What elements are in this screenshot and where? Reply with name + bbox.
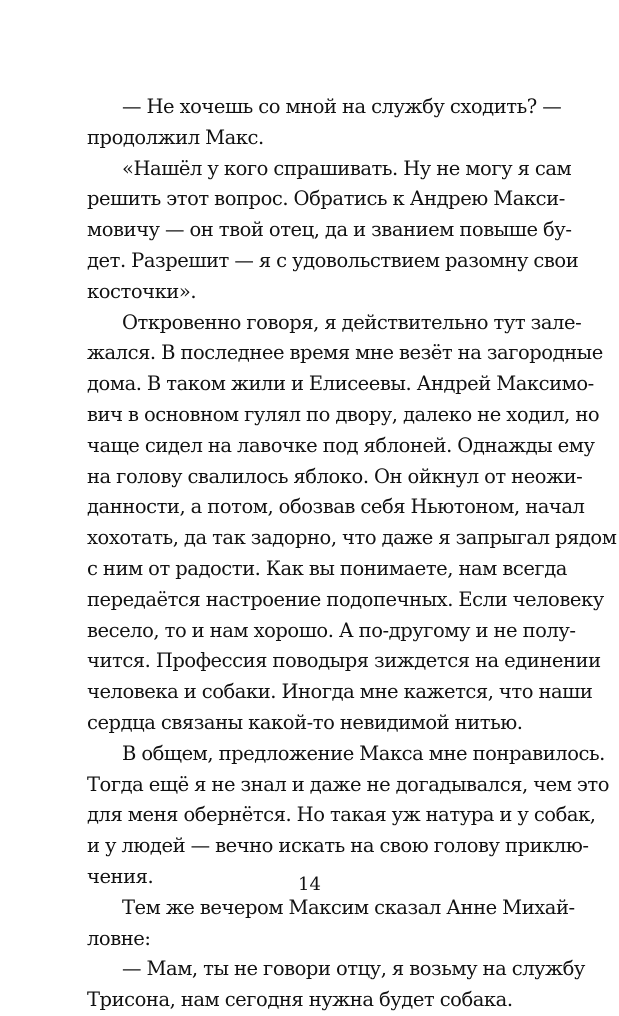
text-line: жался. В последнее время мне везёт на загородные	[87, 341, 603, 365]
text-line: дома. В таком жили и Елисеевы. Андрей Максимо-	[87, 372, 594, 396]
text-line: для меня обернётся. Но такая уж натура и у собак,	[87, 803, 596, 827]
text-line: чаще сидел на лавочке под яблоней. Однажды ему	[87, 433, 595, 457]
text-line: человека и собаки. Иногда мне кажется, что наши	[87, 680, 593, 704]
text-line: решить этот вопрос. Обратись к Андрею Макси-	[87, 187, 565, 211]
text-line: чится. Профессия поводыря зиждется на единении	[87, 649, 601, 673]
text-line: — Не хочешь со мной на службу сходить? —	[122, 95, 562, 118]
text-line: весело, то и нам хорошо. А по-другому и не полу-	[87, 618, 576, 642]
text-line: вич в основном гулял по двору, далеко не ходил, но	[87, 402, 600, 426]
text-line: мовичу — он твой отец, да и званием повыше бу-	[87, 218, 572, 242]
text-line: с ним от радости. Как вы понимаете, нам всегда	[87, 556, 567, 580]
text-line: дет. Разрешит — я с удовольствием разомну свои	[87, 248, 579, 272]
text-line: передаётся настроение подопечных. Если человеку	[87, 587, 604, 611]
page-number: 14	[298, 874, 321, 895]
text-line: — Мам, ты не говори отцу, я возьму на службу	[122, 957, 585, 981]
text-line: данности, а потом, обозвав себя Ньютоном, начал	[87, 495, 585, 519]
text-line: «Нашёл у кого спрашивать. Ну не могу я сам	[122, 156, 572, 180]
text-line: Тогда ещё я не знал и даже не догадывался, чем это	[87, 772, 609, 796]
text-line: на голову свалилось яблоко. Он ойкнул от неожи-	[87, 464, 583, 488]
text-line: ловне:	[87, 926, 151, 950]
text-line: В общем, предложение Макса мне понравилось.	[122, 741, 605, 765]
text-line: сердца связаны какой-то невидимой нитью.	[87, 710, 523, 734]
text-line: Откровенно говоря, я действительно тут зале-	[122, 310, 582, 334]
text-line: и у людей — вечно искать на свою голову приклю-	[87, 834, 589, 858]
text-line: продолжил Макс.	[87, 125, 264, 149]
text-line: чения.	[87, 864, 154, 888]
text-line: косточки».	[87, 279, 197, 303]
text-line: хохотать, да так задорно, что даже я запрыгал рядом	[87, 526, 617, 550]
text-line: Тем же вечером Максим сказал Анне Михай-	[122, 895, 575, 919]
text-line: Трисона, нам сегодня нужна будет собака.	[87, 988, 513, 1012]
